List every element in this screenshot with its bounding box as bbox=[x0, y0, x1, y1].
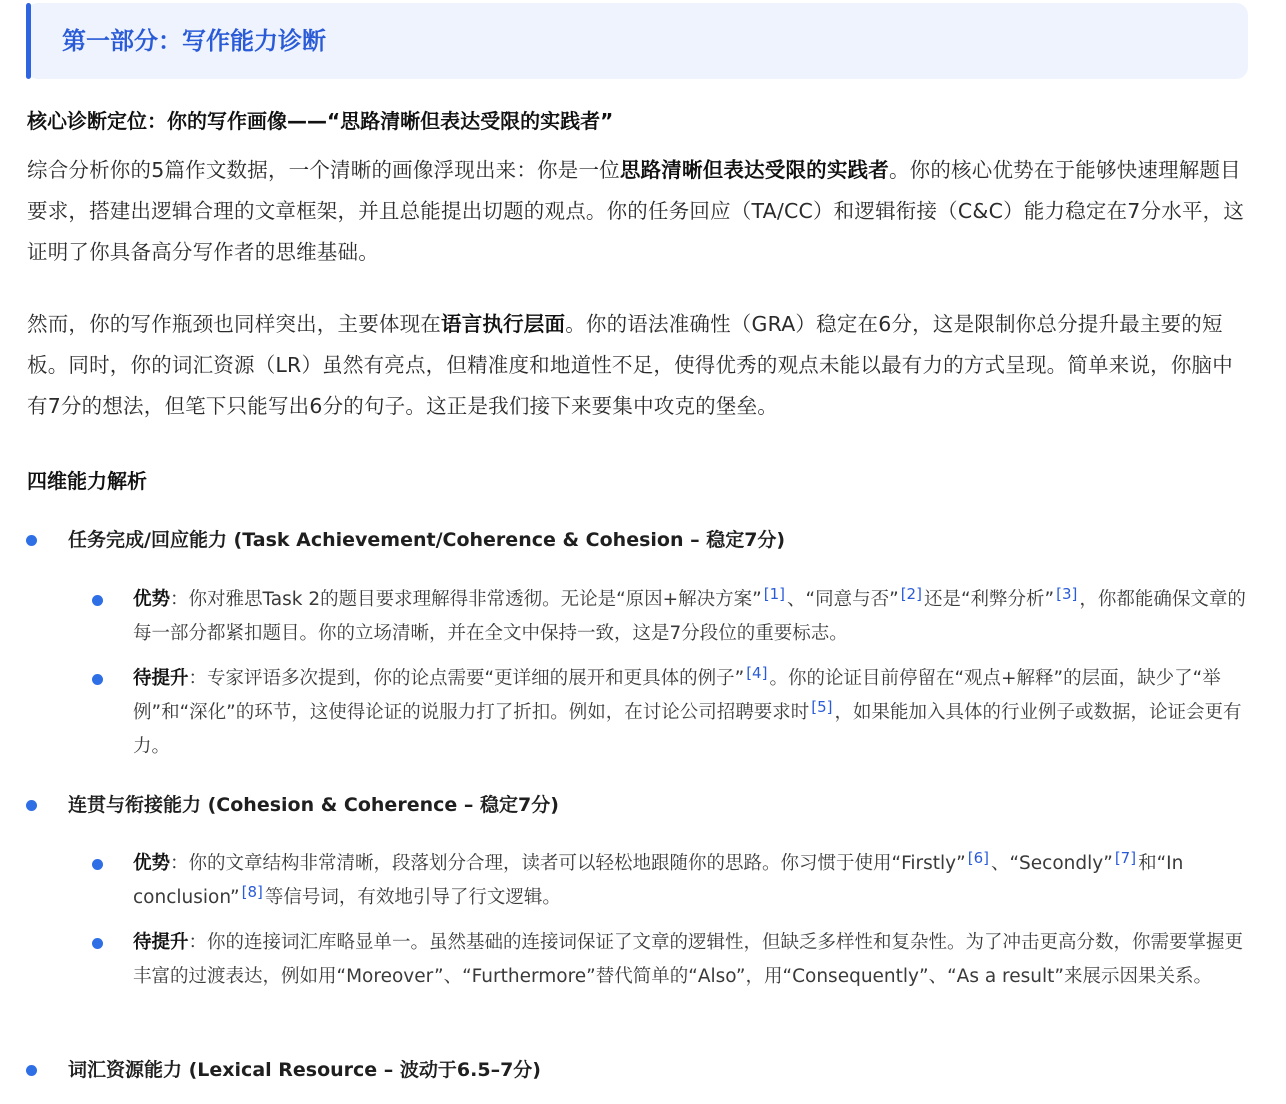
ta-title: 任务完成/回应能力 (Task Achievement/Coherence & Cohesion – 稳定7分) bbox=[68, 529, 786, 551]
lr-title: 词汇资源能力 (Lexical Resource – 波动于6.5–7分) bbox=[68, 1059, 541, 1081]
cc-title: 连贯与衔接能力 (Cohesion & Coherence – 稳定7分) bbox=[68, 794, 559, 816]
strength-label: 优势 bbox=[133, 853, 171, 874]
ta-strength-b: 、“同意与否” bbox=[787, 589, 899, 610]
bullet-icon bbox=[26, 535, 37, 546]
citation-link[interactable]: [3] bbox=[1056, 585, 1078, 603]
citation-link[interactable]: [5] bbox=[811, 698, 833, 716]
section-title: 第一部分：写作能力诊断 bbox=[62, 27, 326, 55]
improve-label: 待提升 bbox=[133, 668, 189, 689]
bullet-icon bbox=[26, 800, 37, 811]
cc-strength-d: 等信号词，有效地引导了行文逻辑。 bbox=[264, 887, 561, 908]
cc-strength-text bbox=[133, 847, 1251, 915]
citation-link[interactable]: [7] bbox=[1114, 849, 1137, 867]
ta-improve-c: ，如果能加入具体的行业例子或数据，论证会更有力。 bbox=[133, 702, 1242, 757]
section-banner bbox=[26, 3, 1248, 79]
ta-strength-a: ：你对雅思Task 2的题目要求理解得非常透彻。无论是“原因+解决方案” bbox=[170, 589, 762, 610]
p1-text-b: 。你的核心优势在于能够快速理解题目要求，搭建出逻辑合理的文章框架，并且总能提出切题的观点。你的任务回应（TA/CC）和逻辑衔接（C&C）能力稳定在7分水平，这证明了你具备高分写作者的思维基础。 bbox=[27, 158, 1245, 264]
ta-strength-c: 还是“利弊分析” bbox=[923, 589, 1055, 610]
improve-label: 待提升 bbox=[133, 932, 189, 953]
citation-link[interactable]: [4] bbox=[746, 664, 768, 682]
ta-improve-a: ：专家评语多次提到，你的论点需要“更详细的展开和更具体的例子” bbox=[188, 668, 745, 689]
positioning-paragraph-2 bbox=[27, 304, 1252, 427]
citation-link[interactable]: [8] bbox=[241, 883, 263, 901]
cc-strength-b: 、“Secondly” bbox=[990, 853, 1113, 874]
cc-strength-a: ：你的文章结构非常清晰，段落划分合理，读者可以轻松地跟随你的思路。你习惯于使用“Firstly” bbox=[170, 853, 966, 874]
cc-strength-c: 和“In conclusion” bbox=[133, 853, 1184, 908]
ta-strength-text bbox=[133, 583, 1251, 651]
citation-link[interactable]: [1] bbox=[763, 585, 786, 603]
bullet-icon bbox=[92, 938, 103, 949]
bullet-icon bbox=[92, 595, 103, 606]
bullet-icon bbox=[92, 674, 103, 685]
ta-improve-b: 。你的论证目前停留在“观点+解释”的层面，缺少了“举例”和“深化”的环节，这使得论证的说服力打了折扣。例如，在讨论公司招聘要求时 bbox=[133, 668, 1221, 723]
strength-label: 优势 bbox=[133, 589, 171, 610]
p2-text-a: 然而，你的写作瓶颈也同样突出，主要体现在 bbox=[27, 312, 441, 336]
cc-improve-text bbox=[133, 926, 1251, 994]
citation-link[interactable]: [2] bbox=[900, 585, 922, 603]
p2-text-b: 。你的语法准确性（GRA）稳定在6分，这是限制你总分提升最主要的短板。同时，你的词汇资源（LR）虽然有亮点，但精准度和地道性不足，使得优秀的观点未能以最有力的方式呈现。简单来说，你脑中有7分的想法，但笔下只能写出6分的句子。这正是我们接下来要集中攻克的堡垒。 bbox=[27, 312, 1233, 418]
citation-link[interactable]: [6] bbox=[967, 849, 989, 867]
analysis-heading: 四维能力解析 bbox=[27, 469, 147, 493]
positioning-heading: 核心诊断定位：你的写作画像——“思路清晰但表达受限的实践者” bbox=[27, 109, 614, 133]
cc-improve-a: ：你的连接词汇库略显单一。虽然基础的连接词保证了文章的逻辑性，但缺乏多样性和复杂性。为了冲击更高分数，你需要掌握更丰富的过渡表达，例如用“Moreover”、“Furthermore”替代简单的“Also”，用“Consequently”、“As a result”来展示因果关系。 bbox=[133, 932, 1244, 987]
p1-text-a: 综合分析你的5篇作文数据，一个清晰的画像浮现出来：你是一位 bbox=[27, 158, 620, 182]
bullet-icon bbox=[92, 859, 103, 870]
ta-strength-d: ，你都能确保文章的每一部分都紧扣题目。你的立场清晰，并在全文中保持一致，这是7分段位的重要标志。 bbox=[133, 589, 1246, 644]
banner-accent-bar bbox=[26, 3, 31, 79]
p1-bold: 思路清晰但表达受限的实践者 bbox=[619, 158, 889, 182]
positioning-paragraph-1 bbox=[27, 150, 1252, 273]
ta-improve-text bbox=[133, 662, 1251, 764]
bullet-icon bbox=[26, 1065, 37, 1076]
p2-bold: 语言执行层面 bbox=[441, 312, 566, 336]
